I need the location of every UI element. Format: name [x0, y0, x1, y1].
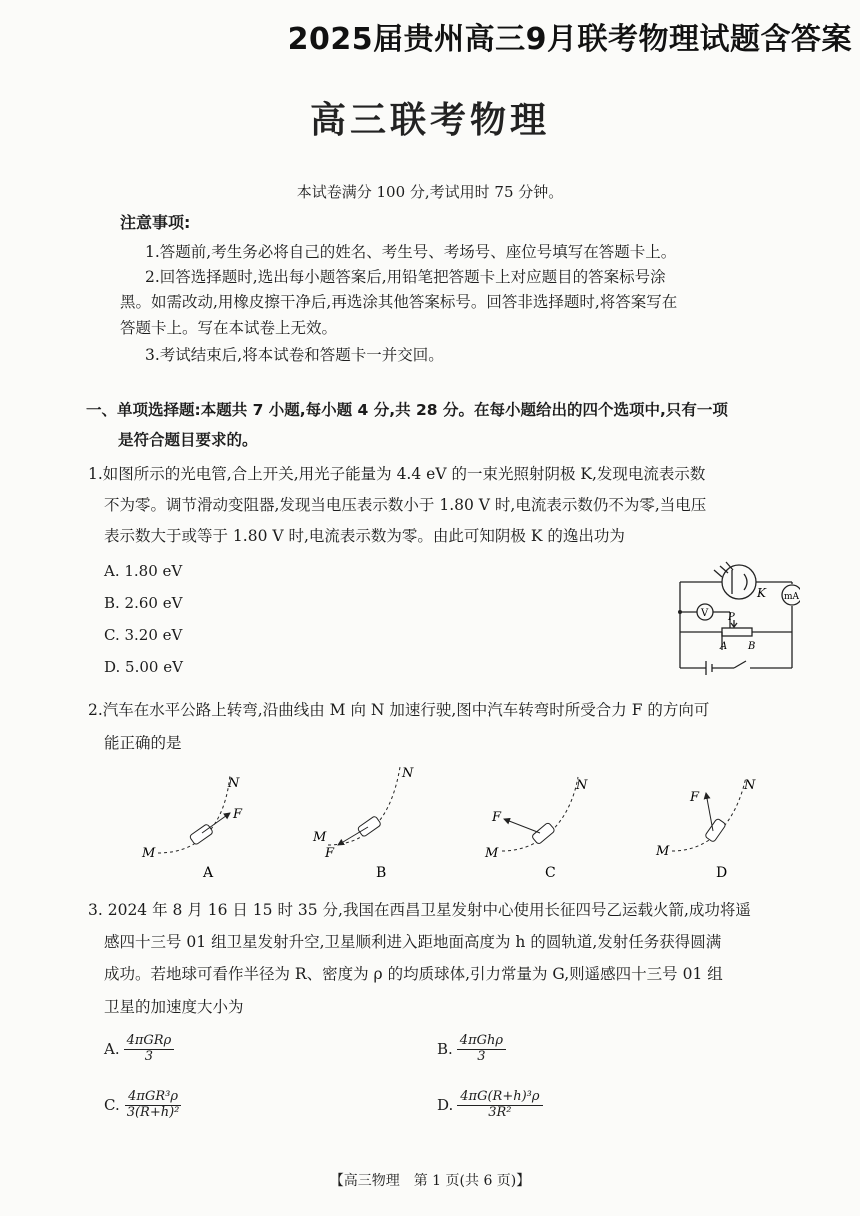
label-p: P	[728, 612, 735, 623]
svg-text:N: N	[228, 776, 240, 791]
svg-text:C: C	[545, 865, 556, 881]
exam-title: 高三联考物理	[309, 100, 550, 141]
label-k: K	[757, 586, 766, 600]
car-turning-diagrams	[130, 765, 770, 883]
notice-line: 黑。如需改动,用橡皮擦干净后,再选涂其他答案标号。回答非选择题时,将答案写在	[120, 293, 678, 311]
svg-text:F: F	[233, 807, 243, 822]
label-v: V	[701, 608, 709, 619]
section-heading: 一、单项选择题:本题共 7 小题,每小题 4 分,共 28 分。在每小题给出的四个选项中,只有一项	[86, 401, 728, 419]
svg-text:F: F	[690, 790, 700, 805]
q3-option-b: B. $\frac{\text{4πGhρ}}{3}$	[437, 1034, 506, 1065]
notice-line: 答题卡上。写在本试卷上无效。	[120, 319, 338, 337]
q1-stem: 1.如图所示的光电管,合上开关,用光子能量为 4.4 eV 的一束光照射阴极 K,发现电流表示数	[88, 465, 706, 483]
svg-text:F: F	[325, 846, 335, 861]
q1-option-b: B. 2.60 eV	[104, 594, 183, 612]
q2-stem: 能正确的是	[104, 734, 182, 752]
photocell-circuit-diagram	[670, 560, 800, 685]
svg-text:F: F	[492, 810, 502, 825]
svg-text:A: A	[203, 865, 214, 881]
banner-title: 2025届贵州高三9月联考物理试题含答案	[287, 22, 852, 57]
q3-option-a: A. $\frac{\text{4πGRρ}}{3}$	[104, 1034, 174, 1065]
q3-option-d: D. $\frac{\text{4πG(R+h)³ρ}}{\text{3R²}}$	[437, 1090, 543, 1121]
q3-stem: 成功。若地球可看作半径为 R、密度为 ρ 的均质球体,引力常量为 G,则遥感四十三号 01 组	[104, 965, 723, 983]
svg-text:N: N	[576, 778, 588, 793]
notice-line: 3.考试结束后,将本试卷和答题卡一并交回。	[145, 346, 444, 364]
q3-stem: 感四十三号 01 组卫星发射升空,卫星顺利进入距地面高度为 h 的圆轨道,发射任务获得圆满	[104, 933, 722, 951]
label-b: B	[748, 641, 756, 652]
q2-stem: 2.汽车在水平公路上转弯,沿曲线由 M 向 N 加速行驶,图中汽车转弯时所受合力 F 的方向可	[88, 701, 710, 719]
exam-info: 本试卷满分 100 分,考试用时 75 分钟。	[296, 183, 564, 201]
notice-line: 1.答题前,考生务必将自己的姓名、考生号、考场号、座位号填写在答题卡上。	[145, 243, 677, 261]
section-heading-cont: 是符合题目要求的。	[118, 431, 258, 449]
svg-text:D: D	[716, 865, 728, 881]
label-a: A	[720, 641, 728, 652]
label-ma: mA	[784, 592, 800, 602]
svg-text:N: N	[402, 766, 414, 781]
svg-text:M: M	[313, 830, 327, 845]
notice-heading: 注意事项:	[120, 213, 191, 232]
panel-b	[312, 766, 414, 881]
q1-stem: 不为零。调节滑动变阻器,发现当电压表示数小于 1.80 V 时,电流表示数仍不为零,当电压	[104, 496, 707, 514]
q3-stem: 卫星的加速度大小为	[104, 998, 244, 1016]
q1-option-c: C. 3.20 eV	[104, 626, 183, 644]
q3-option-c: C. $\frac{\text{4πGR³ρ}}{\text{3(R+h)²}}$	[104, 1089, 180, 1120]
q3-stem: 3. 2024 年 8 月 16 日 15 时 35 分,我国在西昌卫星发射中心使用长征四号乙运载火箭,成功将遥	[88, 901, 751, 919]
panel-c	[484, 777, 588, 881]
svg-text:B: B	[376, 865, 387, 881]
svg-text:N: N	[744, 778, 756, 793]
q1-option-a: A. 1.80 eV	[104, 562, 183, 580]
notice-line: 2.回答选择题时,选出每小题答案后,用铅笔把答题卡上对应题目的答案标号涂	[145, 268, 666, 286]
q1-stem: 表示数大于或等于 1.80 V 时,电流表示数为零。由此可知阴极 K 的逸出功为	[104, 527, 625, 545]
q1-option-d: D. 5.00 eV	[104, 658, 183, 676]
panel-d	[655, 777, 756, 881]
panel-a	[141, 775, 243, 881]
page-footer: 【高三物理 第 1 页(共 6 页)】	[329, 1173, 531, 1189]
svg-text:M: M	[142, 846, 156, 861]
svg-text:M: M	[485, 846, 499, 861]
svg-text:M: M	[656, 844, 670, 859]
